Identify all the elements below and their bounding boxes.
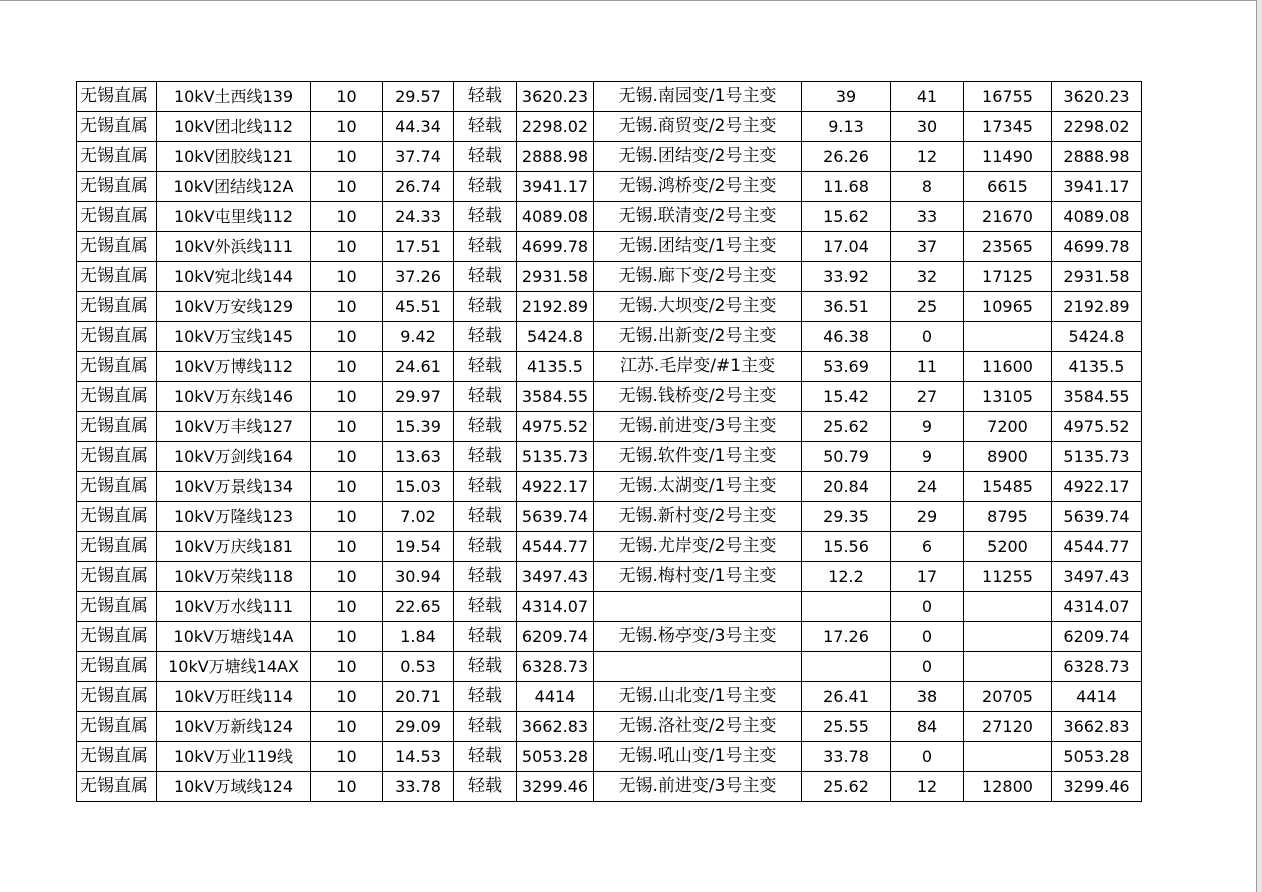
line-name-cell: 10kV万水线111 <box>157 592 311 622</box>
table-row <box>77 532 1142 562</box>
open-capacity-cell: 3662.83 <box>517 712 594 742</box>
transformer-load-cell: 9.13 <box>802 112 891 142</box>
transformer-load-cell: 17.26 <box>802 622 891 652</box>
user-count-cell: 41 <box>891 82 964 112</box>
load-rate-cell: 29.97 <box>383 382 454 412</box>
transformer-load-cell: 17.04 <box>802 232 891 262</box>
final-capacity-cell: 5639.74 <box>1052 502 1142 532</box>
line-name-cell: 10kV万塘线14AX <box>157 652 311 682</box>
voltage-cell: 10 <box>311 712 383 742</box>
status-cell: 轻载 <box>454 712 517 742</box>
line-name-cell: 10kV团胶线121 <box>157 142 311 172</box>
transformer-cell: 无锡.商贸变/2号主变 <box>594 112 802 142</box>
final-capacity-cell: 5424.8 <box>1052 322 1142 352</box>
transformer-load-cell: 46.38 <box>802 322 891 352</box>
load-rate-cell: 37.26 <box>383 262 454 292</box>
load-rate-cell: 7.02 <box>383 502 454 532</box>
status-cell: 轻载 <box>454 322 517 352</box>
line-name-cell: 10kV万塘线14A <box>157 622 311 652</box>
transformer-load-cell: 15.42 <box>802 382 891 412</box>
open-capacity-cell: 3620.23 <box>517 82 594 112</box>
transformer-cell <box>594 652 802 682</box>
transformer-load-cell: 15.56 <box>802 532 891 562</box>
unit-cell: 无锡直属 <box>77 502 157 532</box>
capacity-cell: 27120 <box>964 712 1052 742</box>
capacity-cell <box>964 652 1052 682</box>
capacity-cell: 8900 <box>964 442 1052 472</box>
open-capacity-cell: 4135.5 <box>517 352 594 382</box>
status-cell: 轻载 <box>454 112 517 142</box>
transformer-load-cell: 36.51 <box>802 292 891 322</box>
user-count-cell: 24 <box>891 472 964 502</box>
load-rate-cell: 22.65 <box>383 592 454 622</box>
open-capacity-cell: 5053.28 <box>517 742 594 772</box>
final-capacity-cell: 4314.07 <box>1052 592 1142 622</box>
status-cell: 轻载 <box>454 502 517 532</box>
user-count-cell: 37 <box>891 232 964 262</box>
load-rate-cell: 9.42 <box>383 322 454 352</box>
table-row <box>77 592 1142 622</box>
open-capacity-cell: 4922.17 <box>517 472 594 502</box>
transformer-load-cell: 26.26 <box>802 142 891 172</box>
status-cell: 轻载 <box>454 562 517 592</box>
transformer-cell: 无锡.软件变/1号主变 <box>594 442 802 472</box>
transformer-cell: 无锡.钱桥变/2号主变 <box>594 382 802 412</box>
transformer-cell: 无锡.尤岸变/2号主变 <box>594 532 802 562</box>
data-table <box>76 81 1142 802</box>
table-row <box>77 412 1142 442</box>
transformer-cell: 无锡.廊下变/2号主变 <box>594 262 802 292</box>
load-rate-cell: 19.54 <box>383 532 454 562</box>
capacity-cell: 8795 <box>964 502 1052 532</box>
load-rate-cell: 37.74 <box>383 142 454 172</box>
voltage-cell: 10 <box>311 562 383 592</box>
user-count-cell: 0 <box>891 742 964 772</box>
capacity-cell <box>964 592 1052 622</box>
user-count-cell: 84 <box>891 712 964 742</box>
user-count-cell: 0 <box>891 622 964 652</box>
voltage-cell: 10 <box>311 532 383 562</box>
transformer-load-cell: 53.69 <box>802 352 891 382</box>
status-cell: 轻载 <box>454 232 517 262</box>
open-capacity-cell: 2298.02 <box>517 112 594 142</box>
final-capacity-cell: 3584.55 <box>1052 382 1142 412</box>
unit-cell: 无锡直属 <box>77 742 157 772</box>
line-name-cell: 10kV万旺线114 <box>157 682 311 712</box>
transformer-cell: 无锡.前进变/3号主变 <box>594 412 802 442</box>
open-capacity-cell: 3941.17 <box>517 172 594 202</box>
status-cell: 轻载 <box>454 682 517 712</box>
line-name-cell: 10kV万安线129 <box>157 292 311 322</box>
table-row <box>77 382 1142 412</box>
table-row <box>77 682 1142 712</box>
line-name-cell: 10kV团结线12A <box>157 172 311 202</box>
voltage-cell: 10 <box>311 382 383 412</box>
page-right-shadow <box>1257 0 1262 892</box>
transformer-cell: 无锡.南园变/1号主变 <box>594 82 802 112</box>
table-row <box>77 772 1142 802</box>
load-rate-cell: 29.09 <box>383 712 454 742</box>
unit-cell: 无锡直属 <box>77 532 157 562</box>
voltage-cell: 10 <box>311 502 383 532</box>
status-cell: 轻载 <box>454 592 517 622</box>
line-name-cell: 10kV宛北线144 <box>157 262 311 292</box>
voltage-cell: 10 <box>311 472 383 502</box>
capacity-cell: 17345 <box>964 112 1052 142</box>
capacity-cell <box>964 742 1052 772</box>
line-name-cell: 10kV万域线124 <box>157 772 311 802</box>
capacity-cell: 15485 <box>964 472 1052 502</box>
open-capacity-cell: 6328.73 <box>517 652 594 682</box>
open-capacity-cell: 4975.52 <box>517 412 594 442</box>
open-capacity-cell: 4314.07 <box>517 592 594 622</box>
open-capacity-cell: 4544.77 <box>517 532 594 562</box>
final-capacity-cell: 6328.73 <box>1052 652 1142 682</box>
transformer-load-cell: 33.92 <box>802 262 891 292</box>
open-capacity-cell: 2192.89 <box>517 292 594 322</box>
user-count-cell: 25 <box>891 292 964 322</box>
transformer-load-cell: 33.78 <box>802 742 891 772</box>
table-row <box>77 232 1142 262</box>
status-cell: 轻载 <box>454 172 517 202</box>
final-capacity-cell: 5135.73 <box>1052 442 1142 472</box>
transformer-cell: 无锡.太湖变/1号主变 <box>594 472 802 502</box>
transformer-load-cell <box>802 652 891 682</box>
voltage-cell: 10 <box>311 412 383 442</box>
unit-cell: 无锡直属 <box>77 712 157 742</box>
transformer-cell: 江苏.毛岸变/#1主变 <box>594 352 802 382</box>
voltage-cell: 10 <box>311 652 383 682</box>
unit-cell: 无锡直属 <box>77 112 157 142</box>
open-capacity-cell: 3584.55 <box>517 382 594 412</box>
unit-cell: 无锡直属 <box>77 772 157 802</box>
voltage-cell: 10 <box>311 352 383 382</box>
load-rate-cell: 13.63 <box>383 442 454 472</box>
unit-cell: 无锡直属 <box>77 592 157 622</box>
line-name-cell: 10kV土西线139 <box>157 82 311 112</box>
user-count-cell: 17 <box>891 562 964 592</box>
load-rate-cell: 30.94 <box>383 562 454 592</box>
load-rate-cell: 44.34 <box>383 112 454 142</box>
transformer-cell: 无锡.吼山变/1号主变 <box>594 742 802 772</box>
table-row <box>77 442 1142 472</box>
final-capacity-cell: 2298.02 <box>1052 112 1142 142</box>
final-capacity-cell: 4414 <box>1052 682 1142 712</box>
open-capacity-cell: 5424.8 <box>517 322 594 352</box>
status-cell: 轻载 <box>454 442 517 472</box>
user-count-cell: 38 <box>891 682 964 712</box>
line-name-cell: 10kV万景线134 <box>157 472 311 502</box>
capacity-cell: 11255 <box>964 562 1052 592</box>
voltage-cell: 10 <box>311 172 383 202</box>
transformer-load-cell: 26.41 <box>802 682 891 712</box>
capacity-cell: 12800 <box>964 772 1052 802</box>
status-cell: 轻载 <box>454 532 517 562</box>
final-capacity-cell: 2931.58 <box>1052 262 1142 292</box>
transformer-cell <box>594 592 802 622</box>
status-cell: 轻载 <box>454 772 517 802</box>
final-capacity-cell: 3299.46 <box>1052 772 1142 802</box>
transformer-load-cell: 20.84 <box>802 472 891 502</box>
voltage-cell: 10 <box>311 112 383 142</box>
status-cell: 轻载 <box>454 292 517 322</box>
table-row <box>77 292 1142 322</box>
unit-cell: 无锡直属 <box>77 82 157 112</box>
user-count-cell: 8 <box>891 172 964 202</box>
user-count-cell: 32 <box>891 262 964 292</box>
load-rate-cell: 24.33 <box>383 202 454 232</box>
final-capacity-cell: 4544.77 <box>1052 532 1142 562</box>
capacity-cell: 21670 <box>964 202 1052 232</box>
table-row <box>77 262 1142 292</box>
open-capacity-cell: 3299.46 <box>517 772 594 802</box>
unit-cell: 无锡直属 <box>77 442 157 472</box>
user-count-cell: 27 <box>891 382 964 412</box>
transformer-cell: 无锡.团结变/2号主变 <box>594 142 802 172</box>
transformer-cell: 无锡.杨亭变/3号主变 <box>594 622 802 652</box>
capacity-cell: 7200 <box>964 412 1052 442</box>
user-count-cell: 0 <box>891 652 964 682</box>
unit-cell: 无锡直属 <box>77 202 157 232</box>
transformer-cell: 无锡.出新变/2号主变 <box>594 322 802 352</box>
table-row <box>77 82 1142 112</box>
line-name-cell: 10kV团北线112 <box>157 112 311 142</box>
transformer-load-cell: 50.79 <box>802 442 891 472</box>
open-capacity-cell: 4089.08 <box>517 202 594 232</box>
load-rate-cell: 29.57 <box>383 82 454 112</box>
status-cell: 轻载 <box>454 382 517 412</box>
user-count-cell: 9 <box>891 412 964 442</box>
table-row <box>77 652 1142 682</box>
capacity-cell: 16755 <box>964 82 1052 112</box>
user-count-cell: 0 <box>891 592 964 622</box>
transformer-load-cell: 12.2 <box>802 562 891 592</box>
status-cell: 轻载 <box>454 652 517 682</box>
transformer-load-cell: 25.62 <box>802 412 891 442</box>
status-cell: 轻载 <box>454 202 517 232</box>
voltage-cell: 10 <box>311 232 383 262</box>
open-capacity-cell: 4699.78 <box>517 232 594 262</box>
status-cell: 轻载 <box>454 82 517 112</box>
voltage-cell: 10 <box>311 322 383 352</box>
status-cell: 轻载 <box>454 622 517 652</box>
table-body <box>77 82 1142 802</box>
voltage-cell: 10 <box>311 592 383 622</box>
line-name-cell: 10kV万剑线164 <box>157 442 311 472</box>
capacity-cell: 17125 <box>964 262 1052 292</box>
user-count-cell: 33 <box>891 202 964 232</box>
open-capacity-cell: 2888.98 <box>517 142 594 172</box>
table-row <box>77 502 1142 532</box>
line-name-cell: 10kV屯里线112 <box>157 202 311 232</box>
voltage-cell: 10 <box>311 682 383 712</box>
line-name-cell: 10kV万博线112 <box>157 352 311 382</box>
capacity-cell <box>964 622 1052 652</box>
user-count-cell: 29 <box>891 502 964 532</box>
line-name-cell: 10kV万丰线127 <box>157 412 311 442</box>
capacity-cell: 23565 <box>964 232 1052 262</box>
load-rate-cell: 26.74 <box>383 172 454 202</box>
line-name-cell: 10kV万荣线118 <box>157 562 311 592</box>
table-row <box>77 322 1142 352</box>
final-capacity-cell: 6209.74 <box>1052 622 1142 652</box>
voltage-cell: 10 <box>311 202 383 232</box>
table-row <box>77 142 1142 172</box>
final-capacity-cell: 5053.28 <box>1052 742 1142 772</box>
final-capacity-cell: 4699.78 <box>1052 232 1142 262</box>
load-rate-cell: 15.03 <box>383 472 454 502</box>
unit-cell: 无锡直属 <box>77 622 157 652</box>
final-capacity-cell: 4135.5 <box>1052 352 1142 382</box>
line-name-cell: 10kV外浜线111 <box>157 232 311 262</box>
unit-cell: 无锡直属 <box>77 562 157 592</box>
transformer-cell: 无锡.新村变/2号主变 <box>594 502 802 532</box>
load-rate-cell: 33.78 <box>383 772 454 802</box>
unit-cell: 无锡直属 <box>77 382 157 412</box>
user-count-cell: 12 <box>891 772 964 802</box>
voltage-cell: 10 <box>311 742 383 772</box>
open-capacity-cell: 2931.58 <box>517 262 594 292</box>
table-row <box>77 472 1142 502</box>
status-cell: 轻载 <box>454 352 517 382</box>
load-rate-cell: 14.53 <box>383 742 454 772</box>
voltage-cell: 10 <box>311 622 383 652</box>
user-count-cell: 6 <box>891 532 964 562</box>
voltage-cell: 10 <box>311 82 383 112</box>
table-row <box>77 202 1142 232</box>
table-row <box>77 742 1142 772</box>
voltage-cell: 10 <box>311 262 383 292</box>
unit-cell: 无锡直属 <box>77 142 157 172</box>
unit-cell: 无锡直属 <box>77 292 157 322</box>
line-name-cell: 10kV万业119线 <box>157 742 311 772</box>
load-rate-cell: 0.53 <box>383 652 454 682</box>
user-count-cell: 0 <box>891 322 964 352</box>
unit-cell: 无锡直属 <box>77 172 157 202</box>
final-capacity-cell: 3620.23 <box>1052 82 1142 112</box>
load-rate-cell: 15.39 <box>383 412 454 442</box>
user-count-cell: 12 <box>891 142 964 172</box>
unit-cell: 无锡直属 <box>77 412 157 442</box>
transformer-load-cell: 25.62 <box>802 772 891 802</box>
load-rate-cell: 20.71 <box>383 682 454 712</box>
transformer-load-cell: 11.68 <box>802 172 891 202</box>
open-capacity-cell: 5135.73 <box>517 442 594 472</box>
final-capacity-cell: 2888.98 <box>1052 142 1142 172</box>
status-cell: 轻载 <box>454 262 517 292</box>
unit-cell: 无锡直属 <box>77 652 157 682</box>
voltage-cell: 10 <box>311 772 383 802</box>
status-cell: 轻载 <box>454 742 517 772</box>
final-capacity-cell: 4922.17 <box>1052 472 1142 502</box>
capacity-cell: 5200 <box>964 532 1052 562</box>
status-cell: 轻载 <box>454 412 517 442</box>
load-rate-cell: 17.51 <box>383 232 454 262</box>
final-capacity-cell: 2192.89 <box>1052 292 1142 322</box>
transformer-load-cell: 15.62 <box>802 202 891 232</box>
capacity-cell: 11600 <box>964 352 1052 382</box>
unit-cell: 无锡直属 <box>77 262 157 292</box>
transformer-load-cell <box>802 592 891 622</box>
unit-cell: 无锡直属 <box>77 232 157 262</box>
voltage-cell: 10 <box>311 292 383 322</box>
transformer-load-cell: 25.55 <box>802 712 891 742</box>
capacity-cell <box>964 322 1052 352</box>
voltage-cell: 10 <box>311 442 383 472</box>
load-rate-cell: 1.84 <box>383 622 454 652</box>
transformer-cell: 无锡.联清变/2号主变 <box>594 202 802 232</box>
transformer-cell: 无锡.山北变/1号主变 <box>594 682 802 712</box>
unit-cell: 无锡直属 <box>77 352 157 382</box>
final-capacity-cell: 4975.52 <box>1052 412 1142 442</box>
transformer-cell: 无锡.鸿桥变/2号主变 <box>594 172 802 202</box>
table-row <box>77 712 1142 742</box>
open-capacity-cell: 6209.74 <box>517 622 594 652</box>
status-cell: 轻载 <box>454 142 517 172</box>
load-rate-cell: 45.51 <box>383 292 454 322</box>
final-capacity-cell: 3941.17 <box>1052 172 1142 202</box>
open-capacity-cell: 4414 <box>517 682 594 712</box>
transformer-cell: 无锡.洛社变/2号主变 <box>594 712 802 742</box>
transformer-load-cell: 29.35 <box>802 502 891 532</box>
table-row <box>77 562 1142 592</box>
final-capacity-cell: 4089.08 <box>1052 202 1142 232</box>
unit-cell: 无锡直属 <box>77 472 157 502</box>
line-name-cell: 10kV万东线146 <box>157 382 311 412</box>
table-row <box>77 112 1142 142</box>
capacity-cell: 13105 <box>964 382 1052 412</box>
user-count-cell: 30 <box>891 112 964 142</box>
transformer-cell: 无锡.梅村变/1号主变 <box>594 562 802 592</box>
transformer-cell: 无锡.团结变/1号主变 <box>594 232 802 262</box>
final-capacity-cell: 3497.43 <box>1052 562 1142 592</box>
capacity-cell: 6615 <box>964 172 1052 202</box>
load-rate-cell: 24.61 <box>383 352 454 382</box>
line-name-cell: 10kV万新线124 <box>157 712 311 742</box>
unit-cell: 无锡直属 <box>77 322 157 352</box>
table-row <box>77 172 1142 202</box>
line-name-cell: 10kV万庆线181 <box>157 532 311 562</box>
transformer-load-cell: 39 <box>802 82 891 112</box>
capacity-cell: 20705 <box>964 682 1052 712</box>
page-top-border <box>0 0 1262 1</box>
transformer-cell: 无锡.前进变/3号主变 <box>594 772 802 802</box>
user-count-cell: 9 <box>891 442 964 472</box>
open-capacity-cell: 3497.43 <box>517 562 594 592</box>
user-count-cell: 11 <box>891 352 964 382</box>
line-name-cell: 10kV万宝线145 <box>157 322 311 352</box>
open-capacity-cell: 5639.74 <box>517 502 594 532</box>
line-name-cell: 10kV万隆线123 <box>157 502 311 532</box>
unit-cell: 无锡直属 <box>77 682 157 712</box>
capacity-cell: 10965 <box>964 292 1052 322</box>
final-capacity-cell: 3662.83 <box>1052 712 1142 742</box>
table-row <box>77 352 1142 382</box>
transformer-cell: 无锡.大坝变/2号主变 <box>594 292 802 322</box>
status-cell: 轻载 <box>454 472 517 502</box>
table-row <box>77 622 1142 652</box>
capacity-cell: 11490 <box>964 142 1052 172</box>
voltage-cell: 10 <box>311 142 383 172</box>
